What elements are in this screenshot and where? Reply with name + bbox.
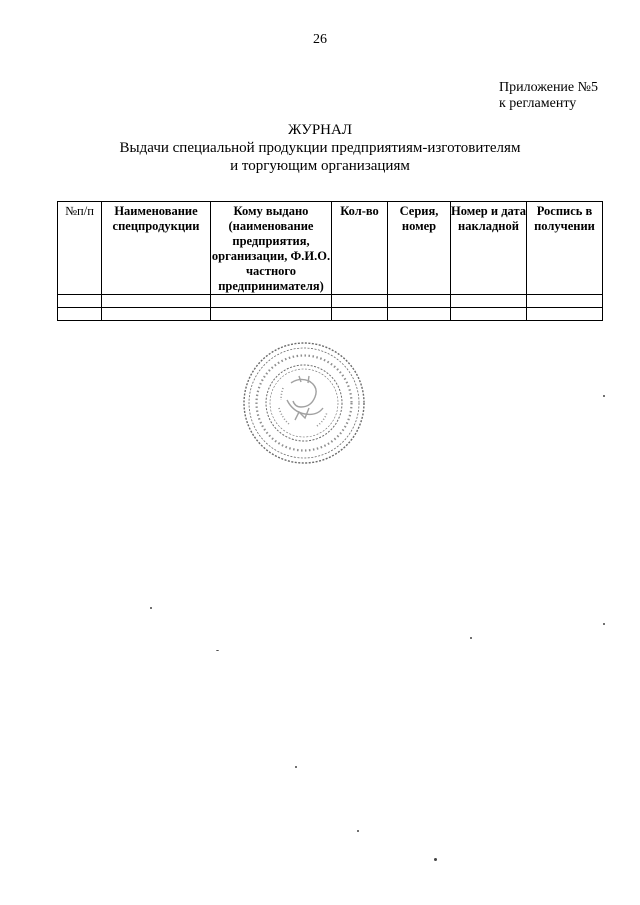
table-cell (211, 308, 332, 321)
page-number: 26 (313, 32, 327, 47)
table-cell (451, 295, 527, 308)
appendix-line-1: Приложение №5 (499, 80, 598, 95)
header-series: Серия, номер (388, 202, 451, 295)
header-num: №п/п (58, 202, 102, 295)
scan-speck (603, 623, 605, 625)
header-issued-to: Кому выдано (наименование предприятия, организации, Ф.И.О. частного предпринимателя) (211, 202, 332, 295)
scan-speck (150, 607, 152, 609)
table-cell (102, 308, 211, 321)
table-cell (527, 295, 603, 308)
table-row (58, 295, 603, 308)
scan-speck (603, 395, 605, 397)
title-line-1: ЖУРНАЛ (287, 122, 353, 138)
scan-speck (434, 858, 437, 861)
title-line-3: и торгующим организациям (230, 158, 410, 174)
table-cell (58, 295, 102, 308)
scan-speck (357, 830, 359, 832)
title-line-2: Выдачи специальной продукции предприятиям-изготовителям (119, 140, 521, 156)
table-cell (211, 295, 332, 308)
document-title (0, 121, 640, 175)
table-cell (451, 308, 527, 321)
table-cell (332, 295, 388, 308)
scan-speck (295, 766, 297, 768)
table-cell (388, 308, 451, 321)
table-row (58, 308, 603, 321)
table-cell (102, 295, 211, 308)
header-qty: Кол-во (332, 202, 388, 295)
table-header-row (58, 202, 603, 295)
header-product: Наименование спецпродукции (102, 202, 211, 295)
journal-table (57, 201, 603, 321)
table-cell (388, 295, 451, 308)
official-seal-stamp (239, 338, 369, 473)
table-cell (332, 308, 388, 321)
table-cell (58, 308, 102, 321)
table-cell (527, 308, 603, 321)
scan-speck (470, 637, 472, 639)
appendix-note (499, 80, 598, 112)
header-invoice: Номер и дата накладной (451, 202, 527, 295)
seal-icon (239, 338, 369, 468)
appendix-line-2: к регламенту (499, 96, 577, 111)
header-signature: Роспись в получении (527, 202, 603, 295)
scan-speck (216, 650, 219, 651)
